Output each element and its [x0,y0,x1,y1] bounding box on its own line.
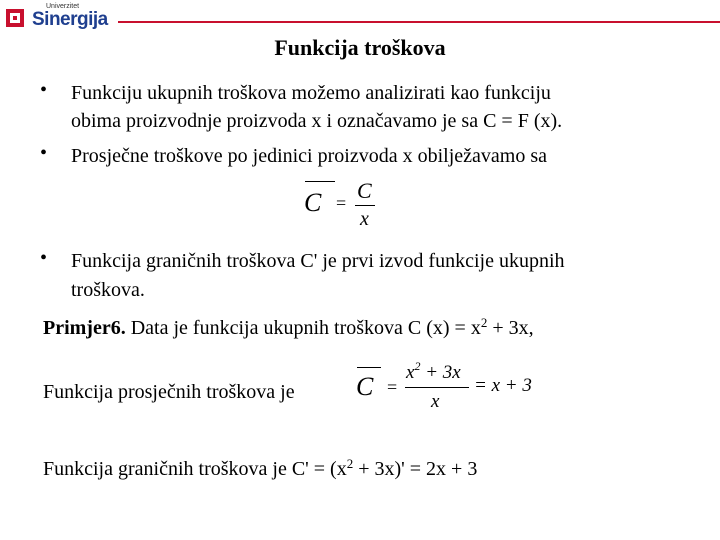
header-bar [0,0,720,36]
formula2-lhs: C [356,372,374,401]
example-label: Primjer6. [43,317,126,339]
bullet-dot: • [40,247,48,269]
bullet2-text: Prosječne troškove po jedinici proizvoda x obilježavamo sa [71,145,547,167]
university-logo [6,3,126,33]
fraction-bar [355,205,375,206]
overbar [357,367,381,368]
marginal-cost-line [43,450,477,483]
formula2-numerator: $x^2 + 3x$ [406,359,461,383]
example-text-b: + 3x, [487,317,534,339]
bullet-dot: • [40,142,48,164]
bullet3-line1: Funkcija graničnih troškova C' je prvi izvod funkcije ukupnih [71,250,565,272]
formula1-equals: = [336,193,347,213]
bullet1-line1: Funkciju ukupnih troškova možemo analizirati kao funkciju [71,82,551,104]
formula1-denominator: x [360,208,369,230]
fraction-bar [405,387,469,388]
bullet1-line2: obima proizvodnje proizvoda x i označavamo je sa C = F (x). [71,110,563,132]
bullet-dot: • [40,79,48,101]
bullet3-line2: troškova. [71,279,145,301]
average-cost-label: Funkcija prosječnih troškova je [43,381,295,403]
example-text-a: Data je funkcija ukupnih troškova C (x) = x [125,317,481,339]
formula2-denominator: x [431,391,440,412]
logo-name: Sinergija [32,9,108,30]
formula2-result: = x + 3 [474,375,532,396]
marginal-text-b: + 3x)' = 2x + 3 [353,458,478,480]
logo-mark-icon [6,9,24,27]
formula1-numerator: C [357,178,372,203]
marginal-text-a: Funkcija graničnih troškova je C' = (x [43,458,347,480]
formula2-equals: = [387,377,398,397]
example-line [43,309,534,342]
slide-title: Funkcija troškova [274,35,446,60]
example-sup: 2 [480,315,488,330]
overbar [305,181,335,182]
marginal-sup: 2 [346,456,354,471]
header-divider [118,21,720,23]
formula1-lhs: C [304,188,322,217]
logo-subtitle: Univerzitet [46,3,80,10]
